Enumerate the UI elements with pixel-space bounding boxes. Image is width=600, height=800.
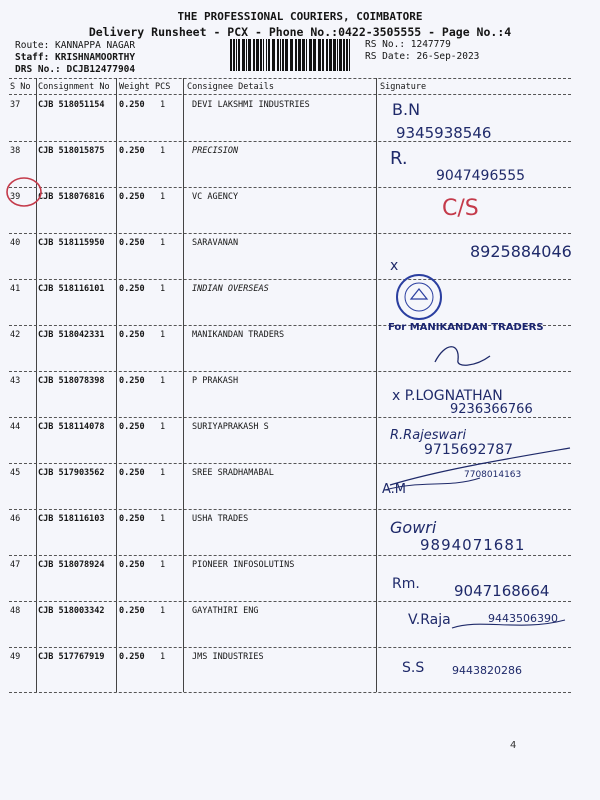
row-consignee: DEVI LAKSHMI INDUSTRIES [192, 100, 310, 110]
row-consignment: CJB 518078924 [38, 560, 105, 570]
row-pcs: 1 [160, 238, 166, 248]
row-consignee: GAYATHIRI ENG [192, 606, 259, 616]
row-sno: 48 [10, 606, 21, 616]
row-sno: 42 [10, 330, 21, 340]
row-phone: 9047496555 [436, 168, 526, 184]
row-signature: B.N [392, 100, 421, 119]
signature-scribble-icon [430, 342, 500, 372]
row-phone: 9894071681 [420, 536, 526, 554]
row-signature: A.M [382, 482, 407, 497]
row-weight: 0.250 [119, 100, 145, 110]
row-phone: 9345938546 [396, 124, 492, 142]
row-signature: C/S [442, 196, 479, 221]
row-consignment: CJB 518115950 [38, 238, 105, 248]
row-pcs: 1 [160, 422, 166, 432]
row-rule [9, 233, 571, 234]
col-header-sno: S No [10, 82, 31, 92]
row-signature: Gowri [390, 518, 437, 537]
rs-date: RS Date: 26-Sep-2023 [365, 51, 480, 62]
row-consignment: CJB 518042331 [38, 330, 105, 340]
company-seal-icon [394, 272, 444, 322]
table-row [0, 144, 600, 190]
table-bottom-rule [9, 692, 571, 693]
row-signature: x P.LOGNATHAN [392, 388, 503, 404]
company-title: THE PROFESSIONAL COURIERS, COIMBATORE [177, 10, 423, 23]
row-weight: 0.250 [119, 652, 145, 662]
row-pcs: 1 [160, 606, 166, 616]
row-pcs: 1 [160, 376, 166, 386]
row-sno: 38 [10, 146, 21, 156]
row-phone: 9443506390 [488, 612, 558, 625]
row-weight: 0.250 [119, 514, 145, 524]
col-header-consignee: Consignee Details [187, 82, 274, 92]
row-sno: 40 [10, 238, 21, 248]
row-signature: R. [390, 148, 408, 169]
circle-mark-icon [0, 160, 60, 220]
col-header-weight: Weight [119, 82, 150, 92]
row-sno: 41 [10, 284, 21, 294]
row-rule [9, 141, 571, 142]
row-phone: 7708014163 [464, 470, 522, 480]
row-pcs: 1 [160, 100, 166, 110]
row-consignee: P PRAKASH [192, 376, 239, 386]
col-header-consignment: Consignment No [38, 82, 110, 92]
row-weight: 0.250 [119, 192, 145, 202]
row-phone: 8925884046 [470, 242, 572, 261]
col-header-pcs: PCS [155, 82, 171, 92]
row-consignment: CJB 517767919 [38, 652, 105, 662]
table-top-rule [9, 78, 571, 79]
row-sno: 44 [10, 422, 21, 432]
row-rule [9, 555, 571, 556]
row-signature: x [390, 258, 399, 274]
table-row [0, 328, 600, 374]
signature-scribble-icon [360, 440, 580, 500]
table-row [0, 190, 600, 236]
table-row [0, 236, 600, 282]
row-signature: R.Rajeswari [390, 428, 467, 443]
row-phone: 9236366766 [450, 402, 533, 417]
row-weight: 0.250 [119, 560, 145, 570]
page-mark: 4 [510, 740, 517, 751]
row-sno: 47 [10, 560, 21, 570]
row-pcs: 1 [160, 330, 166, 340]
row-sno: 43 [10, 376, 21, 386]
row-weight: 0.250 [119, 422, 145, 432]
row-sno: 49 [10, 652, 21, 662]
table-row [0, 512, 600, 558]
row-pcs: 1 [160, 514, 166, 524]
row-weight: 0.250 [119, 284, 145, 294]
table-header-rule [9, 94, 571, 95]
row-consignment: CJB 518076816 [38, 192, 105, 202]
row-pcs: 1 [160, 560, 166, 570]
route-label: Route: KANNAPPA NAGAR [15, 40, 136, 51]
row-sno: 37 [10, 100, 21, 110]
row-consignee: JMS INDUSTRIES [192, 652, 264, 662]
rs-number: RS No.: 1247779 [365, 39, 451, 50]
row-weight: 0.250 [119, 146, 145, 156]
row-sno: 39 [10, 192, 21, 202]
row-weight: 0.250 [119, 376, 145, 386]
row-consignment: CJB 518078398 [38, 376, 105, 386]
row-weight: 0.250 [119, 606, 145, 616]
company-stamp-text: For MANIKANDAN TRADERS [388, 322, 544, 333]
row-consignee: SURIYAPRAKASH S [192, 422, 269, 432]
signature-scribble-icon [450, 614, 570, 634]
row-consignee: VC AGENCY [192, 192, 239, 202]
table-row [0, 374, 600, 420]
row-signature: Rm. [392, 576, 420, 592]
row-sno: 45 [10, 468, 21, 478]
row-consignee: USHA TRADES [192, 514, 249, 524]
row-consignment: CJB 518116101 [38, 284, 105, 294]
row-signature: V.Raja [408, 612, 451, 628]
staff-label: Staff: KRISHNAMOORTHY [15, 52, 136, 63]
row-rule [9, 509, 571, 510]
row-weight: 0.250 [119, 330, 145, 340]
row-consignee: INDIAN OVERSEAS [192, 284, 269, 294]
row-consignment: CJB 518015875 [38, 146, 105, 156]
row-phone: 9443820286 [452, 664, 522, 677]
row-pcs: 1 [160, 192, 166, 202]
runsheet-title: Delivery Runsheet - PCX - Phone No.:0422-3505555 - Page No.:4 [88, 25, 512, 39]
row-rule [9, 187, 571, 188]
row-phone: 9047168664 [454, 582, 550, 600]
row-phone: 9715692787 [424, 442, 514, 458]
row-consignee: PRECISION [192, 146, 239, 156]
col-header-signature: Signature [380, 82, 427, 92]
row-consignment: CJB 518114078 [38, 422, 105, 432]
row-sno: 46 [10, 514, 21, 524]
row-pcs: 1 [160, 652, 166, 662]
table-row [0, 558, 600, 604]
table-row [0, 98, 600, 144]
row-pcs: 1 [160, 146, 166, 156]
row-rule [9, 601, 571, 602]
row-rule [9, 647, 571, 648]
row-pcs: 1 [160, 284, 166, 294]
row-rule [9, 279, 571, 280]
table-row [0, 650, 600, 696]
row-consignee: MANIKANDAN TRADERS [192, 330, 285, 340]
row-consignment: CJB 518003342 [38, 606, 105, 616]
row-rule [9, 417, 571, 418]
row-consignee: SARAVANAN [192, 238, 239, 248]
row-consignment: CJB 518051154 [38, 100, 105, 110]
row-weight: 0.250 [119, 238, 145, 248]
barcode [230, 39, 354, 71]
row-pcs: 1 [160, 468, 166, 478]
drs-number: DRS No.: DCJB12477904 [15, 64, 136, 75]
row-consignee: SREE SRADHAMABAL [192, 468, 274, 478]
row-consignment: CJB 517903562 [38, 468, 105, 478]
row-consignment: CJB 518116103 [38, 514, 105, 524]
row-weight: 0.250 [119, 468, 145, 478]
row-signature: S.S [402, 660, 425, 676]
row-consignee: PIONEER INFOSOLUTINS [192, 560, 295, 570]
